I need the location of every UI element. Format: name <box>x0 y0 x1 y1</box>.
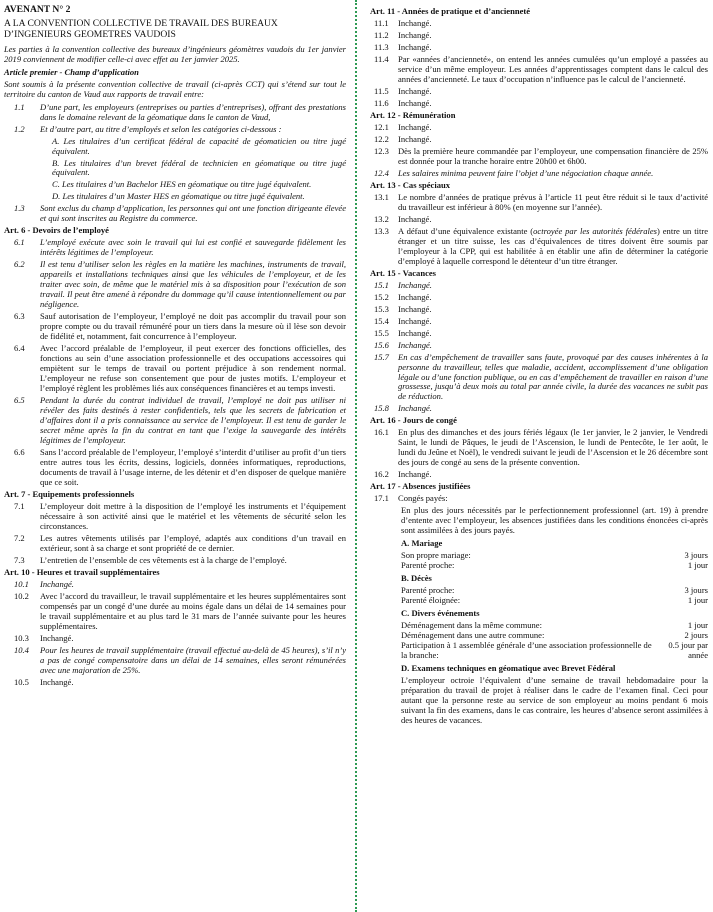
conge-value: 3 jours <box>684 550 708 561</box>
article-item <box>370 292 708 302</box>
item-number: 12.1 <box>374 121 389 132</box>
item-text: Sauf autorisation de l’employeur, l’employé ne doit pas accomplir du travail pour son propre compte ou du travail rémunéré pour un tiers dans la mesure où il lèse son devoir de fidélité et, notamment, fait concurrence à l’employeur. <box>40 311 346 342</box>
article-item <box>370 192 708 212</box>
article-title: Art. 15 - Vacances <box>370 267 436 278</box>
article-item <box>370 340 708 350</box>
item-number: 6.3 <box>14 311 25 322</box>
article-item <box>4 124 346 134</box>
item-text: Inchangé. <box>398 279 432 290</box>
article-item <box>4 555 346 565</box>
item-text: Sans l’accord préalable de l’employeur, l’employé s’interdit d’utiliser au profit d’un tiers entre autres tous les écrits, dessins, logiciels, données informatiques, reproductions, documents de travail à l’usage interne, de les détenir et d’en disposer de quelque manière que ce soit. <box>40 447 346 488</box>
item-number: 10.3 <box>14 632 29 643</box>
item-text: Pendant la durée du contrat individuel de travail, l’employé ne doit pas utiliser ni révéler des faits destinés à rester confidentiels, tels que les secrets de fabrication et d’affaires dont il a pris connaissance au service de l’employeur. Il est tenu de garder le secret même après la fin du contrat en tant que l’exige la sauvegarde des intérêts légitimes de l’employeur. <box>40 395 346 446</box>
conge-row <box>401 640 708 660</box>
item-number: 11.1 <box>374 17 389 28</box>
text-part-italic: octroyée par les autorités fédérales <box>533 225 657 236</box>
article-title: Art. 10 - Heures et travail supplémentaires <box>4 566 160 577</box>
category-text: C. Les titulaires d’un Bachelor HES en géomatique ou titre jugé équivalent. <box>52 179 312 190</box>
item-text: Inchangé. <box>398 213 432 224</box>
section-title: C. Divers événements <box>401 608 480 619</box>
article-item <box>4 343 346 393</box>
article-item <box>370 304 708 314</box>
article-title: Article premier - Champ d’application <box>4 66 139 77</box>
category-text: A. Les titulaires d’un certificat fédéral de capacité de géomaticien ou titre jugé équivalent. <box>52 135 346 156</box>
article-item <box>4 447 346 487</box>
article-item <box>370 168 708 178</box>
item-text: En cas d’empêchement de travailler sans faute, provoqué par des causes inhérentes à la personne du travailleur, telles que maladie, accident, accomplissement d’une obligation légale ou d’une fonction publique, ou en cas d’empêchement de travailler en raison d’une grossesse, jusqu’à deux mois au total par année civile, la durée des vacances ne subit pas de réduction. <box>398 351 708 402</box>
article-item <box>4 311 346 341</box>
article-items <box>370 280 708 414</box>
conge-label: Déménagement dans une autre commune: <box>401 630 545 641</box>
item-number: 12.2 <box>374 133 389 144</box>
item-number: 6.5 <box>14 395 25 406</box>
article-item <box>370 54 708 84</box>
conge-label: Déménagement dans la même commune: <box>401 620 542 631</box>
item-number: 11.5 <box>374 85 389 96</box>
conge-value: 1 jour <box>687 620 708 631</box>
item-text: Congés payés: <box>398 493 448 504</box>
item-number: 1.1 <box>14 101 25 112</box>
item-number: 10.5 <box>14 676 29 687</box>
item-text: Inchangé. <box>398 97 432 108</box>
item-text: Inchangé. <box>398 339 432 350</box>
article-title: Art. 17 - Absences justifiées <box>370 481 471 492</box>
item-text: Inchangé. <box>398 327 432 338</box>
conge-row <box>401 595 708 605</box>
article-item <box>4 259 346 309</box>
article-title: Art. 7 - Equipements professionnels <box>4 489 135 500</box>
item-number: 15.6 <box>374 339 389 350</box>
article-item <box>4 645 346 675</box>
article-title: Art. 13 - Cas spéciaux <box>370 179 451 190</box>
item-text: Inchangé. <box>398 133 432 144</box>
item-text: Avec l’accord préalable de l’employeur, il peut exercer des fonctions officielles, des fonctions au sein d’une association professionnelle et des occupations accessoires qui empiètent sur le temps de travail ou portent préjudice à son rendement normal. L’employeur ne refuse son consentement que pour de justes motifs. L’employeur et l’employé règlent les problèmes liés aux conséquences financières et au temps investi. <box>40 343 346 394</box>
item-number: 7.2 <box>14 532 25 543</box>
item-text: Sont exclus du champ d’application, les personnes qui ont une fonction dirigeante élevée et qui sont inscrites au Registre du commerce. <box>40 203 346 224</box>
item-number: 10.1 <box>14 578 29 589</box>
item-number: 11.4 <box>374 53 389 64</box>
item-text: D’une part, les employeurs (entreprises ou parties d’entreprises), offrant des prestations dans le domaine relevant de la géomatique dans le canton de Vaud, <box>40 101 346 122</box>
conge-label: Son propre mariage: <box>401 550 471 561</box>
article-items <box>370 18 708 108</box>
item-text: Inchangé. <box>398 17 432 28</box>
conge-row <box>401 620 708 630</box>
conge-label: Parenté éloignée: <box>401 595 461 606</box>
article-item <box>370 18 708 28</box>
item-text: Inchangé. <box>398 121 432 132</box>
item-text: Pour les heures de travail supplémentaire (travail effectué au-delà de 45 heures), s’il n’y a pas de congé compensatoire dans un délai de 14 semaines, elles seront rémunérées avec une majoration de 25%. <box>40 644 346 675</box>
right-column <box>370 4 708 725</box>
article-item <box>370 328 708 338</box>
item-text: Le nombre d’années de pratique prévus à l’article 11 peut être réduit si le taux d’activité du travailleur est inférieur à 80% (en moyenne sur l’année). <box>398 191 708 212</box>
conge-row <box>401 560 708 570</box>
article-intro: Sont soumis à la présente convention collective de travail (ci-après CCT) qui s’étend sur tout le territoire du canton de Vaud aux rapports de travail entre: <box>4 78 346 99</box>
article-item <box>370 403 708 413</box>
article-items <box>4 102 346 134</box>
section-text: L’employeur octroie l’équivalent d’une semaine de travail hebdomadaire pour la préparation du travail de projet à réaliser dans le cadre de l’examen final. Ceci pour autant que la personne reste au service de son employeur au moins pendant 6 mois suivant la fin des examens, dans le cas contraire, les heures d’absence seront assimilées à des heures de vacances. <box>401 675 708 726</box>
item-text: L’employeur doit mettre à la disposition de l’employé les instruments et l’équipement nécessaire à son activité ainsi que le matériel et les vêtements de sécurité selon les circonstances. <box>40 501 346 531</box>
left-column <box>4 4 346 689</box>
conge-value: 0.5 jour par année <box>668 640 708 661</box>
convention-title: A LA CONVENTION COLLECTIVE DE TRAVAIL DES BUREAUX D’INGENIEURS GEOMETRES VAUDOIS <box>4 18 278 41</box>
article-subitems <box>4 136 346 202</box>
article-item <box>370 352 708 402</box>
item-number: 15.2 <box>374 291 389 302</box>
item-number: 15.8 <box>374 403 389 414</box>
text-part: A défaut d’une équivalence existante ( <box>398 225 534 236</box>
conge-row <box>401 550 708 560</box>
item-text: En plus des dimanches et des jours fériés légaux (le 1er janvier, le 2 janvier, le Vendredi Saint, le lundi de Pâques, le jeudi de l’Ascension, le lundi de Pentecôte, le 1er août, le lundi du Jeûne et Noël), le vendredi suivant le jeudi de l’Ascension et le 26 décembre sont des jours de congé au sens de la présente convention. <box>398 427 708 468</box>
item-number: 10.4 <box>14 644 29 655</box>
item-text: Inchangé. <box>398 403 432 414</box>
item-number: 6.2 <box>14 259 25 270</box>
article-title: Art. 16 - Jours de congé <box>370 415 457 426</box>
article-item <box>370 469 708 479</box>
article-item <box>370 86 708 96</box>
section-title: D. Examens techniques en géomatique avec Brevet Fédéral <box>401 663 616 674</box>
article-items <box>370 122 708 178</box>
category-text: B. Les titulaires d’un brevet fédéral de technicien en géomatique ou titre jugé équivalent. <box>52 157 346 178</box>
item-number: 1.2 <box>14 123 25 134</box>
item-number: 6.4 <box>14 343 25 354</box>
item-text: Avec l’accord du travailleur, le travail supplémentaire et les heures supplémentaires sont compensés par un congé d’une durée au moins égale dans un délai de 14 semaines pour le travail supplémentaire et au plus tard le 31 mars de l’année suivante pour les heures supplémentaires. <box>40 590 346 631</box>
item-text: Inchangé. <box>40 632 74 643</box>
item-number: 7.3 <box>14 554 25 565</box>
item-text: Inchangé. <box>398 291 432 302</box>
item-text: Inchangé. <box>40 676 74 687</box>
article-item <box>4 533 346 553</box>
item-number: 15.7 <box>374 351 389 362</box>
item-number: 10.2 <box>14 590 29 601</box>
article-item <box>370 280 708 290</box>
item-text: Inchangé. <box>398 41 432 52</box>
article-item <box>370 134 708 144</box>
text-part: ) entre un titre étranger et un titre suisse, les cas d’équivalences de titres doivent être soumis par l’employeur à la CPP, qui est habilitée à en établir une afin de déterminer la catégorie d’employé à laquelle correspond le détenteur d’un titre étranger. <box>398 225 708 266</box>
article-item <box>4 591 346 631</box>
item-number: 15.4 <box>374 315 389 326</box>
item-text: Inchangé. <box>398 315 432 326</box>
section-title: A. Mariage <box>401 538 443 549</box>
conge-value: 3 jours <box>684 585 708 596</box>
article-item <box>370 98 708 108</box>
conge-label: Parenté proche: <box>401 585 455 596</box>
intro-paragraph: Les parties à la convention collective des bureaux d’ingénieurs géomètres vaudois du 1er janvier 2019 conviennent de modifier celle-ci avec effet au 1er janvier 2025. <box>4 43 346 64</box>
section-title: B. Décès <box>401 573 432 584</box>
article-item <box>4 677 346 687</box>
conge-row <box>401 585 708 595</box>
item-number: 7.1 <box>14 501 25 511</box>
item-number: 11.3 <box>374 41 389 52</box>
category-item <box>4 191 346 201</box>
item-number: 13.3 <box>374 225 389 236</box>
article-items <box>370 427 708 479</box>
conge-label: Parenté proche: <box>401 560 455 571</box>
item-text: Et d’autre part, au titre d’employés et selon les catégories ci-dessous : <box>40 123 282 134</box>
article-title: Art. 12 - Rémunération <box>370 109 456 120</box>
article-item <box>370 214 708 224</box>
article-item <box>370 316 708 326</box>
item-text: Les salaires minima peuvent faire l’objet d’une négociation chaque année. <box>398 167 654 178</box>
article-item <box>370 427 708 467</box>
item-text: Inchangé. <box>398 469 432 480</box>
item-text: L’employé exécute avec soin le travail qui lui est confié et sauvegarde fidèlement les intérêts légitimes de l’employeur. <box>40 237 346 258</box>
category-item <box>4 179 346 189</box>
item-text: Inchangé. <box>398 85 432 96</box>
conge-label: Participation à 1 assemblée générale d’une association professionnelle de la branche: <box>401 640 652 661</box>
conge-value: 1 jour <box>687 595 708 606</box>
item-number: 13.1 <box>374 191 389 202</box>
avenant-title: AVENANT N° 2 <box>4 4 71 15</box>
article-item <box>370 146 708 166</box>
article-items <box>370 192 708 224</box>
item-number: 15.3 <box>374 303 389 314</box>
item-text: Les autres vêtements utilisés par l’employé, adaptés aux conditions d’un travail en extérieur, sont à sa charge et sont propriété de ce dernier. <box>40 532 346 553</box>
item-text: Inchangé. <box>40 578 74 589</box>
item-number: 13.2 <box>374 213 389 224</box>
item-text <box>398 226 708 266</box>
conges-sections <box>370 538 708 660</box>
conge-value: 2 jours <box>684 630 708 641</box>
category-item <box>4 158 346 178</box>
conge-value: 1 jour <box>687 560 708 571</box>
article-item <box>370 493 708 503</box>
item-number: 15.1 <box>374 279 389 290</box>
article-item <box>4 579 346 589</box>
item-text: Inchangé. <box>398 303 432 314</box>
article-item <box>370 122 708 132</box>
item-number: 6.1 <box>14 237 25 248</box>
item-text: Inchangé. <box>398 29 432 40</box>
item-text: L’entretien de l’ensemble de ces vêtements est à la charge de l’employé. <box>40 554 287 565</box>
item-number: 12.4 <box>374 167 389 178</box>
article-item <box>4 203 346 223</box>
item-number: 15.5 <box>374 327 389 338</box>
conge-row <box>401 630 708 640</box>
column-divider <box>355 0 357 912</box>
article-items <box>4 237 346 487</box>
article-item <box>370 30 708 40</box>
item-number: 16.1 <box>374 427 389 438</box>
conges-intro: En plus des jours nécessités par le perfectionnement professionnel (art. 19) à prendre d’entente avec l’employeur, les absences justifiées dans les conditions énoncées ci-après sont assimilées à des jours payés. <box>401 505 708 536</box>
item-text: Par «années d’ancienneté», on entend les années cumulées qu’un employé a passées au service d’un même employeur. Les années d’apprentissages comptent dans le calcul des années d’ancienneté. Le taux d’occupation n’influence pas le calcul de l’ancienneté. <box>398 53 708 84</box>
item-text: Dès la première heure commandée par l’employeur, une compensation financière de 25% est donnée pour la tranche horaire entre 20h00 et 6h00. <box>398 145 708 166</box>
item-number: 16.2 <box>374 469 389 480</box>
article-title: Art. 11 - Années de pratique et d’ancienneté <box>370 6 531 16</box>
item-number: 6.6 <box>14 447 25 458</box>
article-items <box>4 501 346 565</box>
item-number: 17.1 <box>374 493 389 504</box>
item-number: 1.3 <box>14 203 25 214</box>
article-item <box>4 237 346 257</box>
article-item <box>4 501 346 531</box>
item-number: 11.2 <box>374 29 389 40</box>
item-number: 11.6 <box>374 97 389 108</box>
article-items <box>4 579 346 687</box>
category-item <box>4 136 346 156</box>
article-item <box>370 226 708 266</box>
item-number: 12.3 <box>374 145 389 156</box>
article-item <box>4 633 346 643</box>
article-item <box>370 42 708 52</box>
article-item <box>4 395 346 445</box>
category-text: D. Les titulaires d’un Master HES en géomatique ou titre jugé équivalent. <box>52 191 305 202</box>
item-text: Il est tenu d’utiliser selon les règles en la matière les machines, instruments de travail, appareils et installations techniques ainsi que les véhicules de l’employeur, et de les traiter avec soin, de même que le matériel mis à sa disposition pour l’exécution de son travail. Il peut être amené à répondre du dommage qu’il cause intentionnellement ou par négligence. <box>40 259 346 310</box>
article-title: Art. 6 - Devoirs de l’employé <box>4 225 109 236</box>
article-item <box>4 102 346 122</box>
